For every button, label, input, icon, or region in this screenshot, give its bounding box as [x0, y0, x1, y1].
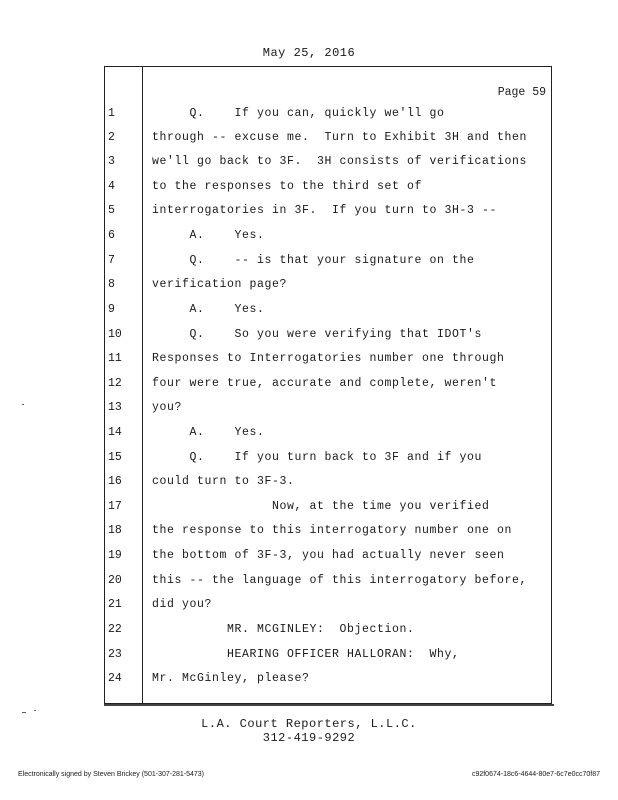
- line-text: Q. -- is that your signature on the: [152, 254, 475, 267]
- line-number: 5: [108, 204, 115, 217]
- line-text: this -- the language of this interrogatory before,: [152, 574, 528, 587]
- line-text: you?: [152, 401, 183, 414]
- scan-speck: [34, 710, 36, 711]
- line-number: 23: [108, 648, 122, 661]
- deposition-date: May 25, 2016: [262, 46, 356, 60]
- line-number: 24: [108, 672, 122, 685]
- frame-shadow: [104, 704, 554, 706]
- line-text: through -- excuse me. Turn to Exhibit 3H and then: [152, 131, 528, 144]
- line-number-gutter: [142, 66, 143, 704]
- court-reporter-phone: 312-419-9292: [262, 731, 356, 745]
- line-text: HEARING OFFICER HALLORAN: Why,: [152, 648, 460, 661]
- line-number: 7: [108, 254, 115, 267]
- court-reporter-company: L.A. Court Reporters, L.L.C.: [201, 717, 417, 731]
- line-text: Now, at the time you verified: [152, 500, 490, 513]
- line-number: 16: [108, 475, 122, 488]
- line-number: 14: [108, 426, 122, 439]
- electronic-signature-note: Electronically signed by Steven Brickey (501-307-281-5473): [18, 771, 204, 778]
- line-text: A. Yes.: [152, 426, 265, 439]
- line-text: A. Yes.: [152, 229, 265, 242]
- document-hash: c92f0674-18c6-4644-80e7-6c7e0cc70f87: [471, 771, 600, 778]
- scan-speck: [22, 404, 24, 405]
- line-text: we'll go back to 3F. 3H consists of verifications: [152, 155, 528, 168]
- line-text: did you?: [152, 598, 213, 611]
- line-number: 11: [108, 352, 122, 365]
- line-number: 4: [108, 180, 115, 193]
- line-number: 6: [108, 229, 115, 242]
- line-text: interrogatories in 3F. If you turn to 3H-3 --: [152, 204, 498, 217]
- line-number: 15: [108, 451, 122, 464]
- line-number: 12: [108, 377, 122, 390]
- line-number: 3: [108, 155, 115, 168]
- line-text: the response to this interrogatory number one on: [152, 524, 513, 537]
- line-number: 9: [108, 303, 115, 316]
- line-text: Mr. McGinley, please?: [152, 672, 310, 685]
- line-text: Q. If you turn back to 3F and if you: [152, 451, 483, 464]
- line-number: 19: [108, 549, 122, 562]
- line-number: 10: [108, 328, 122, 341]
- line-text: four were true, accurate and complete, weren't: [152, 377, 498, 390]
- line-text: Responses to Interrogatories number one through: [152, 352, 505, 365]
- line-text: to the responses to the third set of: [152, 180, 423, 193]
- line-text: Q. So you were verifying that IDOT's: [152, 328, 483, 341]
- line-text: Q. If you can, quickly we'll go: [152, 107, 445, 120]
- line-number: 18: [108, 524, 122, 537]
- line-text: could turn to 3F-3.: [152, 475, 295, 488]
- line-number: 22: [108, 623, 122, 636]
- page-number: Page 59: [497, 86, 546, 99]
- line-number: 1: [108, 107, 115, 120]
- line-text: A. Yes.: [152, 303, 265, 316]
- line-text: verification page?: [152, 278, 288, 291]
- line-text: the bottom of 3F-3, you had actually never seen: [152, 549, 505, 562]
- line-number: 13: [108, 401, 122, 414]
- line-text: MR. MCGINLEY: Objection.: [152, 623, 415, 636]
- line-number: 17: [108, 500, 122, 513]
- scan-speck: [22, 712, 26, 713]
- line-number: 21: [108, 598, 122, 611]
- line-number: 2: [108, 131, 115, 144]
- line-number: 8: [108, 278, 115, 291]
- line-number: 20: [108, 574, 122, 587]
